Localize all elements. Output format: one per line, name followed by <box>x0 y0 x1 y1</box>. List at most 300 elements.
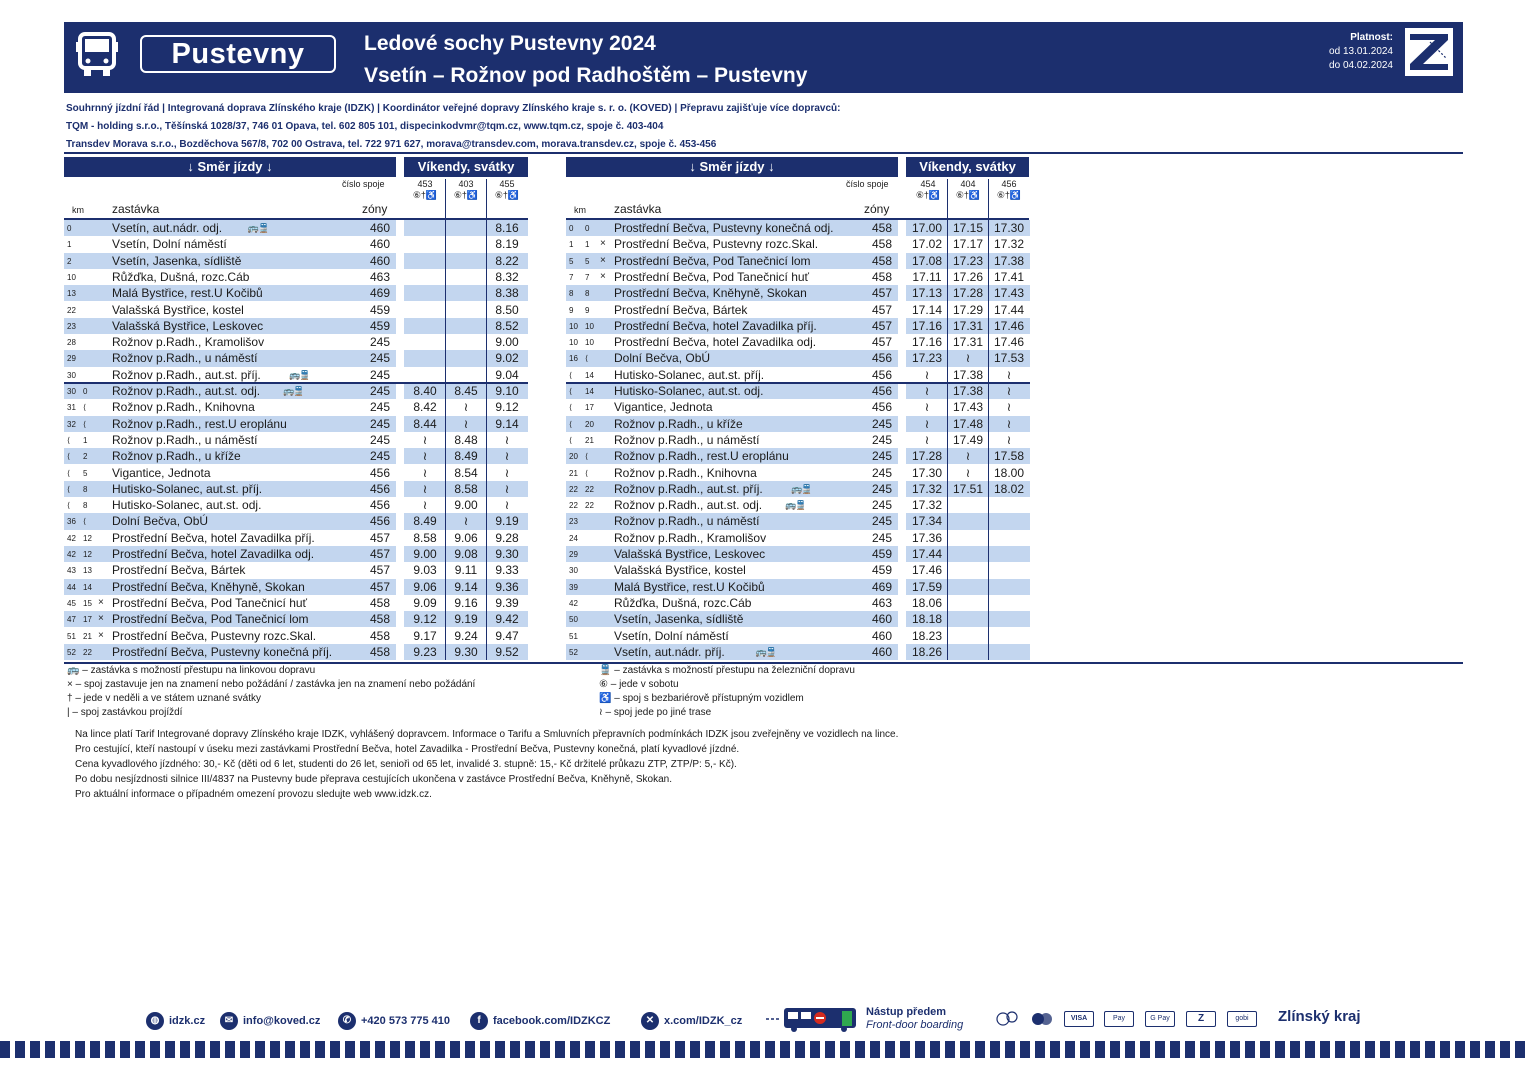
column-divider <box>947 179 948 660</box>
days-header: Víkendy, svátky <box>404 157 528 177</box>
departure-time: ≀ <box>1006 416 1012 431</box>
table-row <box>566 513 1030 529</box>
km-value: 0 <box>585 224 590 233</box>
boarding-label: Nástup předem <box>866 1006 947 1018</box>
departure-time: 17.51 <box>952 481 984 496</box>
table-row <box>64 220 528 236</box>
km-value: ⟨ <box>67 484 71 494</box>
km-value: 23 <box>67 321 76 331</box>
km-value: 9 <box>569 305 574 315</box>
validity-label: Platnost: <box>1350 32 1393 43</box>
zone-value: 460 <box>871 644 892 659</box>
legend-left <box>67 664 475 720</box>
departure-time: 17.23 <box>911 351 943 366</box>
table-row <box>566 595 1030 611</box>
trip-number: 454 <box>920 179 936 189</box>
contactless-icon <box>996 1011 1020 1027</box>
km-value: ⟨ <box>83 419 87 429</box>
km-value: 1 <box>67 240 72 250</box>
table-row <box>566 579 1030 595</box>
stop-name: Vsetín, Dolní náměstí <box>112 237 227 252</box>
table-row <box>64 350 528 366</box>
stop-name: Rožnov p.Radh., rest.U eroplánu <box>112 416 287 431</box>
table-row <box>566 481 1030 497</box>
km-value: 23 <box>569 517 578 527</box>
google-pay-badge: G Pay <box>1145 1011 1175 1027</box>
departure-time: 9.33 <box>495 563 519 578</box>
request-stop-mark: × <box>98 596 104 608</box>
departure-time: ≀ <box>924 416 930 431</box>
stop-name: Vsetín, Jasenka, sídliště <box>614 612 744 627</box>
stop-name: Rožnov p.Radh., aut.st. odj. <box>112 384 261 398</box>
trip-number: 404 <box>960 179 976 189</box>
trip-number: 453 <box>417 179 433 189</box>
stop-name: Prostřední Bečva, hotel Zavadilka odj. <box>614 335 817 350</box>
zone-value: 460 <box>871 628 892 643</box>
table-row <box>64 465 528 481</box>
km-value: ⟨ <box>67 468 71 478</box>
departure-time: 9.00 <box>454 498 478 513</box>
departure-time: 9.00 <box>495 335 519 350</box>
stop-name: Dolní Bečva, ObÚ <box>614 351 711 366</box>
trip-number: 455 <box>499 179 515 189</box>
departure-time: 8.58 <box>454 481 478 496</box>
trip-number-label: číslo spoje <box>342 179 385 189</box>
km-value: 8 <box>585 289 590 299</box>
km-value: 10 <box>569 321 578 331</box>
zone-value: 458 <box>871 253 892 268</box>
departure-time: 8.42 <box>413 400 437 415</box>
km-value: 8 <box>83 501 88 511</box>
front-door-bus-icon <box>766 1006 858 1032</box>
table-row <box>64 448 528 464</box>
zone-value: 456 <box>871 400 892 415</box>
departure-time: 17.44 <box>993 302 1025 317</box>
departure-time: 17.13 <box>911 286 943 301</box>
departure-time: 17.29 <box>952 302 984 317</box>
zone-value: 457 <box>369 563 390 578</box>
zone-value: 245 <box>369 449 390 464</box>
departure-time: 9.03 <box>413 563 437 578</box>
zone-value: 245 <box>369 416 390 431</box>
zone-value: 459 <box>369 318 390 333</box>
footer-facebook[interactable] <box>470 1010 610 1032</box>
zone-value: 245 <box>871 498 892 513</box>
departure-time: 17.43 <box>952 400 984 415</box>
departure-time: ≀ <box>924 384 930 398</box>
km-value: 14 <box>585 387 594 396</box>
boarding-info <box>866 1006 963 1032</box>
table-row <box>566 253 1030 269</box>
km-value: 39 <box>569 582 578 592</box>
legend-request: × – spoj zastavuje jen na znamení nebo požádání / zastávka jen na znamení nebo požádání <box>67 679 476 690</box>
departure-time: ≀ <box>1006 367 1012 382</box>
zone-value: 456 <box>369 481 390 496</box>
stop-name: Hutisko-Solanec, aut.st. příj. <box>112 481 263 496</box>
stop-header: zastávka <box>112 202 160 216</box>
km-value: 20 <box>569 452 578 462</box>
info-line: Souhrnný jízdní řád | Integrovaná doprava Zlínského kraje (IDZK) | Koordinátor veřejné dopravy Zlínského kraje s. r. o. (KOVED) | Přepravu zajišťuje více dopravců: <box>66 103 841 114</box>
zone-value: 245 <box>871 449 892 464</box>
table-row <box>566 448 1030 464</box>
stop-name: Rožnov p.Radh., aut.st. příj. <box>112 367 261 382</box>
visa-badge: VISA <box>1064 1011 1094 1027</box>
stop-name: Prostřední Bečva, Pustevny rozc.Skal. <box>112 628 317 643</box>
km-value: 29 <box>67 354 76 364</box>
note: Pro aktuální informace o případném omezení provozu sledujte web www.idzk.cz. <box>75 789 432 800</box>
divider <box>64 152 1463 154</box>
stop-name: Prostřední Bečva, Pod Tanečnicí lom <box>112 612 309 627</box>
departure-time: ≀ <box>504 498 510 513</box>
departure-time: 17.16 <box>911 335 943 350</box>
direction-header: ↓ Směr jízdy ↓ <box>566 157 898 177</box>
stop-name: Růžďka, Dušná, rozc.Cáb <box>614 595 752 610</box>
departure-time: 8.58 <box>413 530 437 545</box>
zone-value: 458 <box>369 628 390 643</box>
globe-icon: ◍ <box>146 1012 164 1030</box>
x-link[interactable]: x.com/IDZK_cz <box>664 1015 743 1027</box>
trip-symbols: ⑥†♿ <box>453 190 479 200</box>
web-link[interactable]: idzk.cz <box>169 1015 206 1027</box>
transfer-icon: 🚌🚆 <box>755 646 777 657</box>
km-value: 51 <box>67 631 76 641</box>
km-value: 12 <box>83 550 92 559</box>
stop-name: Prostřední Bečva, Pod Tanečnicí huť <box>614 269 810 284</box>
km-value: 21 <box>585 435 594 445</box>
km-value: ⟨ <box>585 468 589 478</box>
departure-time: 9.23 <box>413 644 437 659</box>
departure-time: 9.12 <box>413 612 437 627</box>
departure-time: 17.49 <box>952 432 984 447</box>
km-value: 2 <box>83 452 88 462</box>
km-value: 30 <box>67 387 76 396</box>
info-line: Transdev Morava s.r.o., Bozděchova 567/8, 702 00 Ostrava, tel. 722 971 627, morava@transdev.com, morava.transdev.cz, spoje č. 453-456 <box>66 139 717 150</box>
note: Po dobu nesjízdnosti silnice III/4837 na Pustevny bude přeprava cestujících ukončena v zastávce Prostřední Bečva, Kněhyně, Skokan. <box>75 774 673 785</box>
km-value: 36 <box>67 517 76 527</box>
departure-time: 18.26 <box>911 644 943 659</box>
km-value: ⟨ <box>569 370 573 380</box>
stop-name: Prostřední Bečva, Bártek <box>614 302 748 317</box>
km-value: 0 <box>67 224 72 233</box>
stop-name: Rožnov p.Radh., u náměstí <box>112 351 258 366</box>
departure-time: 8.40 <box>413 384 437 398</box>
departure-time: 9.36 <box>495 579 519 594</box>
km-value: 42 <box>569 598 578 608</box>
facebook-link[interactable]: facebook.com/IDZKCZ <box>493 1015 611 1027</box>
departure-time: 18.23 <box>911 628 943 643</box>
legend-train: 🚆 – zastávka s možností přestupu na železniční dopravu <box>599 665 855 676</box>
departure-time: 17.02 <box>911 237 943 252</box>
zones-header: zóny <box>362 202 388 216</box>
zone-value: 463 <box>369 269 390 284</box>
departure-time: ≀ <box>924 400 930 415</box>
zone-value: 458 <box>871 221 892 235</box>
km-value: 1 <box>83 435 88 445</box>
stop-name: Dolní Bečva, ObÚ <box>112 514 209 529</box>
km-value: 10 <box>585 338 594 348</box>
departure-time: 17.00 <box>911 221 943 235</box>
km-value: 8 <box>83 484 88 494</box>
facebook-icon: f <box>470 1012 488 1030</box>
region-logo: Zlínský kraj <box>1278 1008 1361 1025</box>
km-value: 22 <box>585 501 594 511</box>
km-value: 5 <box>569 256 574 266</box>
km-value: ⟨ <box>569 419 573 429</box>
table-row <box>64 513 528 529</box>
table-row <box>64 236 528 252</box>
departure-time: 9.08 <box>454 547 478 561</box>
legend-sunday: † – jede v neděli a ve státem uznané svátky <box>67 693 262 704</box>
email-link[interactable]: info@koved.cz <box>243 1015 321 1027</box>
departure-time: 8.38 <box>495 286 519 301</box>
stop-name: Rožnov p.Radh., u náměstí <box>112 432 258 447</box>
operator-info <box>66 100 841 154</box>
zone-value: 458 <box>871 269 892 284</box>
footer-web[interactable] <box>146 1010 205 1032</box>
table-row <box>64 334 528 350</box>
stop-name: Valašská Bystřice, kostel <box>614 563 746 578</box>
km-value: 42 <box>67 533 76 543</box>
zone-value: 457 <box>871 302 892 317</box>
page-subtitle: Vsetín – Rožnov pod Radhoštěm – Pustevny <box>364 64 808 87</box>
km-value: 43 <box>67 566 76 576</box>
departure-time: 9.28 <box>495 530 519 545</box>
table-row <box>64 644 528 660</box>
table-row <box>566 236 1030 252</box>
table-row <box>64 253 528 269</box>
table-row <box>64 628 528 644</box>
stop-name: Růžďka, Dušná, rozc.Cáb <box>112 269 250 284</box>
departure-time: 18.18 <box>911 612 943 627</box>
request-stop-mark: × <box>600 254 606 266</box>
departure-time: 17.30 <box>993 221 1025 235</box>
km-value: 12 <box>83 533 92 543</box>
legend-bus: 🚌 – zastávka s možností přestupu na linkovou dopravu <box>67 665 316 676</box>
table-row <box>64 579 528 595</box>
footer-phone[interactable] <box>338 1010 450 1032</box>
zone-value: 457 <box>871 335 892 350</box>
column-divider <box>486 179 487 660</box>
trip-symbols: ⑥†♿ <box>996 190 1022 200</box>
trip-symbols: ⑥†♿ <box>955 190 981 200</box>
km-value: 24 <box>569 533 578 543</box>
departure-time: 9.14 <box>454 579 478 594</box>
departure-time: 9.09 <box>413 595 437 610</box>
departure-time: 9.17 <box>413 628 437 643</box>
stop-name: Hutisko-Solanec, aut.st. odj. <box>112 498 262 513</box>
departure-time: 8.16 <box>495 221 519 235</box>
zone-value: 245 <box>369 384 390 398</box>
km-header: km <box>72 205 84 215</box>
km-value: 15 <box>83 598 92 608</box>
departure-time: ≀ <box>422 481 428 496</box>
note: Na lince platí Tarif Integrované dopravy Zlínského kraje IDZK, vyhlášený dopravcem. Informace o Tarifu a Smluvních přepravních podmínkách IDZK jsou zveřejněny ve vozidlech na lince. <box>75 729 899 740</box>
stop-name: Valašská Bystřice, kostel <box>112 302 244 317</box>
transfer-icon: 🚌🚆 <box>289 369 310 380</box>
km-value: 13 <box>83 566 92 576</box>
km-value: 0 <box>83 387 88 396</box>
departure-time: 17.38 <box>952 384 984 398</box>
table-row <box>566 497 1030 513</box>
departure-time: 8.32 <box>495 269 519 284</box>
trip-symbols: ⑥†♿ <box>915 190 941 200</box>
km-value: 52 <box>67 647 76 657</box>
departure-time: 8.22 <box>495 253 519 268</box>
table-row <box>566 383 1030 399</box>
request-stop-mark: × <box>98 613 104 625</box>
stop-name: Prostřední Bečva, Pod Tanečnicí huť <box>112 595 308 610</box>
departure-time: 9.00 <box>413 547 437 561</box>
stop-name: Vsetín, aut.nádr. příj. <box>614 644 725 659</box>
zone-value: 245 <box>369 367 390 382</box>
transfer-icon: 🚌🚆 <box>785 500 806 511</box>
section-rule <box>64 382 528 384</box>
stop-name: Rožnov p.Radh., u náměstí <box>614 432 760 447</box>
stop-name: Vsetín, Dolní náměstí <box>614 628 729 643</box>
departure-time: 8.54 <box>454 465 478 480</box>
km-value: 22 <box>585 484 594 494</box>
zone-value: 458 <box>871 237 892 252</box>
departure-time: ≀ <box>463 400 469 415</box>
departure-time: 17.34 <box>911 514 943 529</box>
departure-time: ≀ <box>1006 432 1012 447</box>
footer-email[interactable] <box>220 1010 320 1032</box>
departure-time: 17.23 <box>952 253 984 268</box>
table-row <box>64 562 528 578</box>
trip-symbols: ⑥†♿ <box>412 190 438 200</box>
departure-time: 17.46 <box>993 318 1025 333</box>
stop-name: Malá Bystřice, rest.U Kočibů <box>614 579 765 594</box>
km-value: ⟨ <box>585 452 589 462</box>
km-value: 14 <box>585 370 594 380</box>
stop-name: Rožnov p.Radh., u kříže <box>112 449 241 464</box>
km-value: 1 <box>585 240 590 250</box>
km-value: ⟨ <box>83 517 87 527</box>
zone-value: 457 <box>369 530 390 545</box>
zone-value: 245 <box>369 432 390 447</box>
table-row <box>64 611 528 627</box>
footer-x[interactable] <box>641 1010 742 1032</box>
zone-value: 457 <box>871 286 892 301</box>
valid-from: od 13.01.2024 <box>1329 46 1393 57</box>
departure-time: 17.46 <box>993 335 1025 350</box>
departure-time: 18.00 <box>993 465 1025 480</box>
zone-value: 458 <box>369 595 390 610</box>
bus-icon <box>76 32 118 78</box>
departure-time: ≀ <box>924 367 930 382</box>
km-value: 45 <box>67 598 76 608</box>
table-row <box>566 628 1030 644</box>
km-value: 17 <box>83 615 92 625</box>
departure-time: 17.30 <box>911 465 943 480</box>
km-value: ⟨ <box>569 435 573 445</box>
stop-name: Prostřední Bečva, hotel Zavadilka příj. <box>112 530 315 545</box>
stop-name: Prostřední Bečva, Pod Tanečnicí lom <box>614 253 811 268</box>
departure-time: ≀ <box>965 449 971 464</box>
stop-name: Vigantice, Jednota <box>112 465 211 480</box>
table-row <box>566 562 1030 578</box>
table-row <box>64 416 528 432</box>
km-value: 51 <box>569 631 578 641</box>
transfer-icon: 🚌🚆 <box>247 223 269 233</box>
table-row <box>64 432 528 448</box>
stop-header: zastávka <box>614 202 662 216</box>
zone-value: 245 <box>871 432 892 447</box>
departure-time: 17.31 <box>952 318 984 333</box>
departure-time: 9.10 <box>495 384 519 398</box>
departure-time: 8.49 <box>413 514 437 529</box>
mail-icon: ✉ <box>220 1012 238 1030</box>
km-value: 20 <box>585 419 594 429</box>
km-value: 16 <box>569 354 578 364</box>
departure-time: 17.53 <box>993 351 1025 366</box>
km-value: 13 <box>67 289 76 299</box>
page-title: Ledové sochy Pustevny 2024 <box>364 32 656 55</box>
departure-time: 17.38 <box>952 367 984 382</box>
table-row <box>566 432 1030 448</box>
zone-value: 458 <box>369 612 390 627</box>
stop-name: Vsetín, Jasenka, sídliště <box>112 253 242 268</box>
departure-time: 17.41 <box>993 269 1025 284</box>
departure-time: 17.36 <box>911 530 943 545</box>
table-row <box>566 644 1030 660</box>
km-value: ⟨ <box>67 501 71 511</box>
departure-time: 9.04 <box>495 367 519 382</box>
validity <box>1329 31 1393 73</box>
z-card-badge: Z <box>1186 1011 1216 1027</box>
phone-link[interactable]: +420 573 775 410 <box>361 1015 451 1027</box>
departure-time: 9.47 <box>495 628 519 643</box>
departure-time: 17.58 <box>993 449 1025 464</box>
departure-time: 17.48 <box>952 416 984 431</box>
km-value: ⟨ <box>569 403 573 413</box>
zone-value: 245 <box>369 400 390 415</box>
departure-time: 9.39 <box>495 595 519 610</box>
legend-barrier-free: ♿ – spoj s bezbariérově přístupným vozidlem <box>599 693 804 704</box>
zone-value: 456 <box>871 367 892 382</box>
zone-value: 460 <box>871 612 892 627</box>
table-row <box>566 465 1030 481</box>
departure-time: 17.59 <box>911 579 943 594</box>
stop-name: Rožnov p.Radh., aut.st. odj. <box>614 498 763 513</box>
table-row <box>64 595 528 611</box>
zone-value: 457 <box>369 579 390 594</box>
table-row <box>566 285 1030 301</box>
km-value: 22 <box>569 484 578 494</box>
stop-name: Hutisko-Solanec, aut.st. příj. <box>614 367 765 382</box>
zone-value: 460 <box>369 221 390 235</box>
departure-time: 17.28 <box>911 449 943 464</box>
stop-name: Prostřední Bečva, Bártek <box>112 563 246 578</box>
departure-time: ≀ <box>965 351 971 366</box>
stop-name: Vigantice, Jednota <box>614 400 713 415</box>
zone-value: 245 <box>369 335 390 350</box>
stop-name: Prostřední Bečva, Pustevny konečná odj. <box>614 221 834 235</box>
departure-time: 9.19 <box>454 612 478 627</box>
departure-time: 9.30 <box>454 644 478 659</box>
table-row <box>566 269 1030 285</box>
departure-time: 9.52 <box>495 644 519 659</box>
departure-time: ≀ <box>965 465 971 480</box>
stop-name: Hutisko-Solanec, aut.st. odj. <box>614 384 764 398</box>
stop-name: Rožnov p.Radh., aut.st. příj. <box>614 481 763 496</box>
departure-time: 9.06 <box>454 530 478 545</box>
km-value: 28 <box>67 338 76 348</box>
trip-number: 403 <box>458 179 474 189</box>
departure-time: 9.02 <box>495 351 519 366</box>
km-value: 1 <box>569 240 574 250</box>
zone-value: 457 <box>871 318 892 333</box>
